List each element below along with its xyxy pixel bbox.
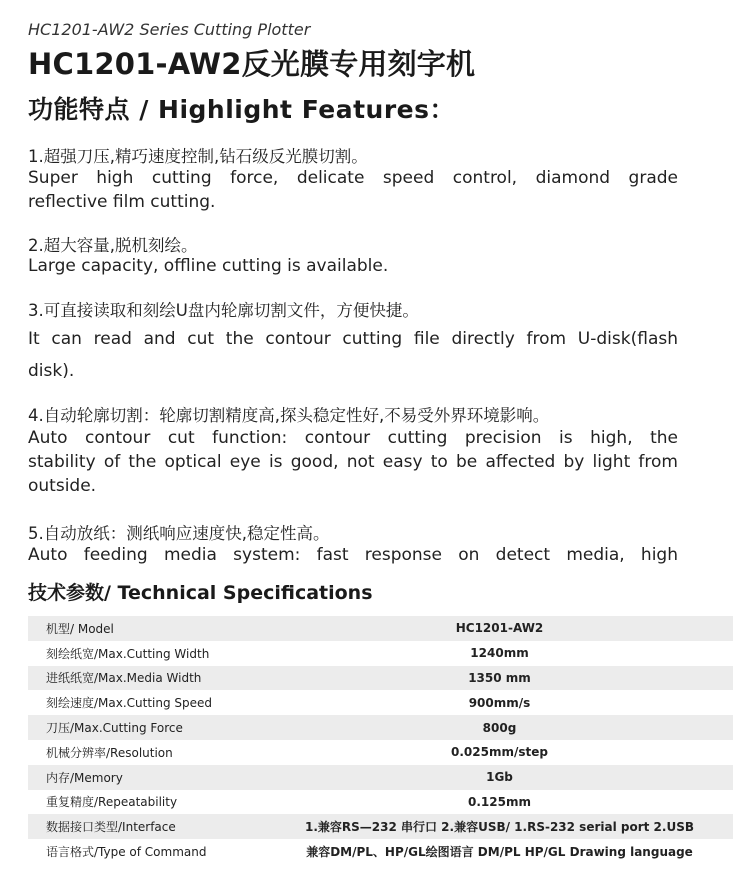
spec-label: 内存/Memory bbox=[28, 765, 266, 790]
feature-2-en-line-1: Large capacity, offline cutting is available. bbox=[28, 256, 389, 276]
spec-label: 语言格式/Type of Command bbox=[46, 845, 207, 860]
spec-row bbox=[28, 715, 733, 740]
spec-value: 0.125mm bbox=[468, 794, 531, 809]
feature-4-en-line-2: stability of the optical eye is good, not easy to be affected by light from bbox=[28, 452, 678, 472]
spec-value: 800g bbox=[266, 715, 733, 740]
spec-value: HC1201-AW2 bbox=[266, 616, 733, 641]
spec-value: 1240mm bbox=[470, 646, 529, 661]
feature-2-en bbox=[28, 254, 678, 278]
feature-3-en bbox=[28, 323, 678, 387]
spec-value: 1.兼容RS—232 串行口 2.兼容USB/ 1.RS-232 serial port 2.USB bbox=[266, 814, 733, 839]
feature-4-en bbox=[28, 426, 678, 498]
spec-row bbox=[28, 616, 733, 641]
spec-row bbox=[28, 740, 733, 765]
feature-5-en-line-1: Auto feeding media system: fast response on detect media, high bbox=[28, 545, 678, 565]
spec-row bbox=[28, 641, 733, 666]
spec-label: 刻绘纸宽/Max.Cutting Width bbox=[46, 646, 210, 661]
spec-label: 机械分辨率/Resolution bbox=[46, 745, 173, 760]
spec-value: 1Gb bbox=[266, 765, 733, 790]
series-subtitle: HC1201-AW2 Series Cutting Plotter bbox=[28, 20, 311, 39]
feature-4-cn: 4.自动轮廓切割：轮廓切割精度高,探头稳定性好,不易受外界环境影响。 bbox=[28, 406, 550, 425]
feature-5-en bbox=[28, 543, 678, 567]
spec-row bbox=[28, 765, 733, 790]
spec-label: 刀压/Max.Cutting Force bbox=[28, 715, 266, 740]
spec-label: 进纸纸宽/Max.Media Width bbox=[28, 666, 266, 691]
spec-row bbox=[28, 790, 733, 815]
feature-1-en-line-1: Super high cutting force, delicate speed control, diamond grade bbox=[28, 168, 678, 188]
features-heading: 功能特点 / Highlight Features： bbox=[28, 95, 456, 124]
spec-value: 900mm/s bbox=[468, 695, 531, 710]
feature-3-en-line-2: disk). bbox=[28, 361, 75, 381]
spec-value: 0.025mm/step bbox=[451, 745, 548, 760]
feature-1-cn: 1.超强刀压,精巧速度控制,钻石级反光膜切割。 bbox=[28, 147, 368, 166]
feature-3-en-line-1: It can read and cut the contour cutting file directly from U-disk(flash bbox=[28, 329, 678, 349]
specs-table bbox=[28, 616, 733, 864]
spec-label: 机型/ Model bbox=[28, 616, 266, 641]
spec-label: 数据接口类型/Interface bbox=[28, 814, 266, 839]
feature-4-en-line-1: Auto contour cut function: contour cutting precision is high, the bbox=[28, 428, 678, 448]
spec-label: 刻绘速度/Max.Cutting Speed bbox=[46, 696, 213, 711]
spec-row bbox=[28, 666, 733, 691]
feature-2-cn: 2.超大容量,脱机刻绘。 bbox=[28, 236, 198, 255]
spec-label: 重复精度/Repeatability bbox=[46, 795, 178, 810]
feature-4-en-line-3: outside. bbox=[28, 476, 97, 496]
specs-heading: 技术参数/ Technical Specifications bbox=[28, 582, 373, 604]
spec-row bbox=[28, 839, 733, 864]
spec-value: 兼容DM/PL、HP/GL绘图语言 DM/PL HP/GL Drawing language bbox=[306, 845, 693, 860]
spec-row bbox=[28, 690, 733, 715]
feature-3-cn: 3.可直接读取和刻绘U盘内轮廓切割文件，方便快捷。 bbox=[28, 301, 419, 320]
spec-row bbox=[28, 814, 733, 839]
feature-5-cn: 5.自动放纸：测纸响应速度快,稳定性高。 bbox=[28, 524, 330, 543]
feature-1-en bbox=[28, 166, 678, 214]
spec-value: 1350 mm bbox=[266, 666, 733, 691]
page-title: HC1201-AW2反光膜专用刻字机 bbox=[28, 47, 476, 81]
feature-1-en-line-2: reflective film cutting. bbox=[28, 192, 216, 212]
